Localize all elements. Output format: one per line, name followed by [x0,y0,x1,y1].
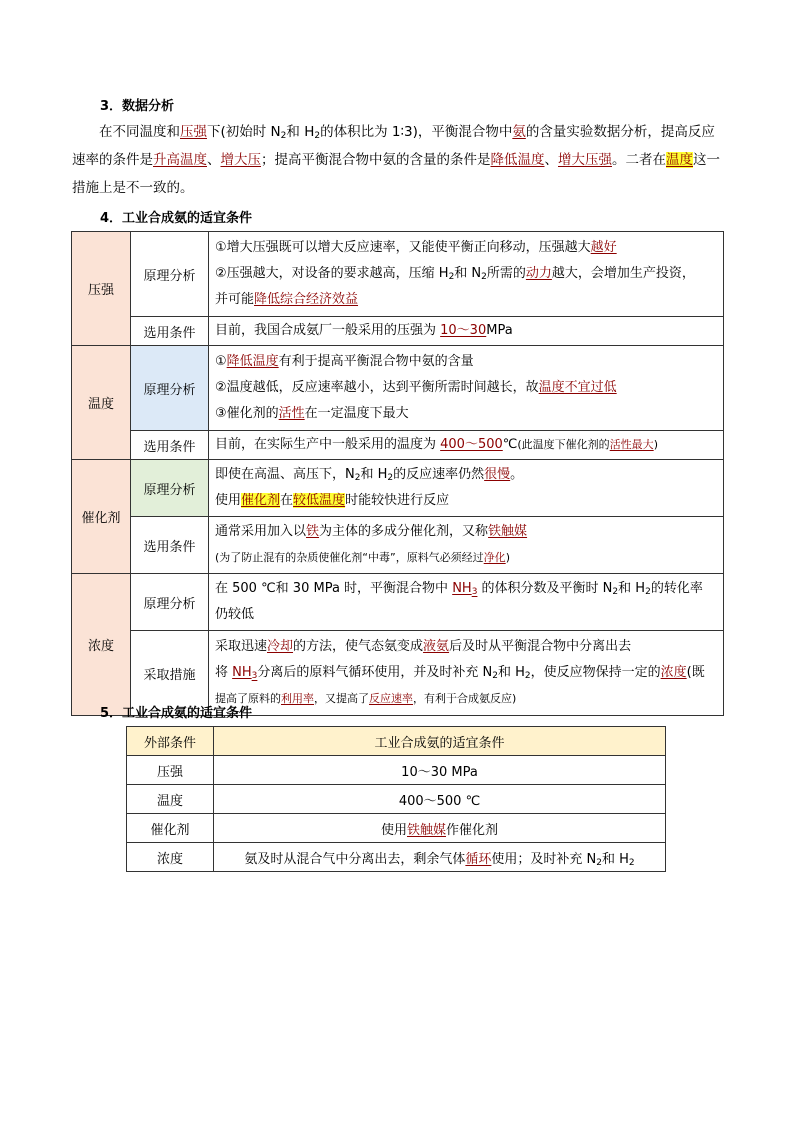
concentration-measures: 采取迅速冷却的方法，使气态氨变成液氨后及时从平衡混合物中分离出去 将 $NH_3$分离后的原料气循环使用，并及时补充 $N_2$和 $H_2$，使反应物保持一定的浓度(既 提高了原料的利用率，又提高了反应速率，有利于合成氨反应) [209,631,724,716]
label-analysis: 原理分析 [131,346,209,431]
table-row [72,574,724,631]
label-selection: 选用条件 [131,517,209,574]
row-value: 使用铁触媒作催化剂 [214,814,666,843]
label-analysis: 原理分析 [131,460,209,517]
table-row [72,460,724,517]
section-3-title: 3．数据分析 [100,99,175,114]
row-value: 10～30 MPa [214,756,666,785]
header-condition: 外部条件 [127,727,214,756]
table-row [127,785,666,814]
row-key: 温度 [127,785,214,814]
table-row [72,317,724,346]
label-selection: 选用条件 [131,317,209,346]
catalyst-selection: 通常采用加入以铁为主体的多成分催化剂，又称铁触媒 (为了防止混有的杂质使催化剂“中毒”，原料气必须经过净化) [209,517,724,574]
label-selection: 选用条件 [131,431,209,460]
category-catalyst: 催化剂 [72,460,131,574]
table-row [127,843,666,872]
row-key: 压强 [127,756,214,785]
table-row [72,232,724,317]
label-analysis: 原理分析 [131,232,209,317]
table-row [72,431,724,460]
label-analysis: 原理分析 [131,574,209,631]
table-row [72,517,724,574]
label-measures: 采取措施 [131,631,209,716]
table-row [127,814,666,843]
catalyst-analysis: 即使在高温、高压下，$N_2$和 $H_2$的反应速率仍然很慢。 使用催化剂在较低温度时能较快进行反应 [209,460,724,517]
category-temperature: 温度 [72,346,131,460]
pressure-selection: 目前，我国合成氨厂一般采用的压强为 10～30MPa [209,317,724,346]
row-value: 400～500 ℃ [214,785,666,814]
table-row [127,756,666,785]
summary-table [126,726,666,872]
row-value: 氨及时从混合气中分离出去，剩余气体循环使用；及时补充 $N_2$和 $H_2$ [214,843,666,872]
section-3-paragraph: 在不同温度和压强下(初始时 $N_2$和 $H_2$的体积比为 1∶3)，平衡混合物中氨的含量实验数据分析，提高反应速率的条件是升高温度、增大压；提高平衡混合物中氨的含量的条件是降低温度、增大压强。二者在温度这一措施上是不一致的。 [72,124,720,196]
pressure-analysis: ①增大压强既可以增大反应速率，又能使平衡正向移动，压强越大越好 ②压强越大，对设备的要求越高，压缩 $H_2$和 $N_2$所需的动力越大，会增加生产投资， 并可能降低综合经济效益 [209,232,724,317]
row-key: 催化剂 [127,814,214,843]
category-pressure: 压强 [72,232,131,346]
row-key: 浓度 [127,843,214,872]
table-row [72,346,724,431]
category-concentration: 浓度 [72,574,131,716]
concentration-analysis: 在 500 ℃和 30 MPa 时，平衡混合物中 $NH_3$ 的体积分数及平衡时 $N_2$和 $H_2$的转化率 仍较低 [209,574,724,631]
table-header-row [127,727,666,756]
section-4-title: 4．工业合成氨的适宜条件 [100,211,253,226]
section-5-title: 5．工业合成氨的适宜条件 [100,706,253,721]
temperature-analysis: ①降低温度有利于提高平衡混合物中氨的含量 ②温度越低，反应速率越小，达到平衡所需时间越长，故温度不宜过低 ③催化剂的活性在一定温度下最大 [209,346,724,431]
conditions-analysis-table [71,231,724,716]
header-suitable: 工业合成氨的适宜条件 [214,727,666,756]
temperature-selection: 目前，在实际生产中一般采用的温度为 400～500℃(此温度下催化剂的活性最大) [209,431,724,460]
